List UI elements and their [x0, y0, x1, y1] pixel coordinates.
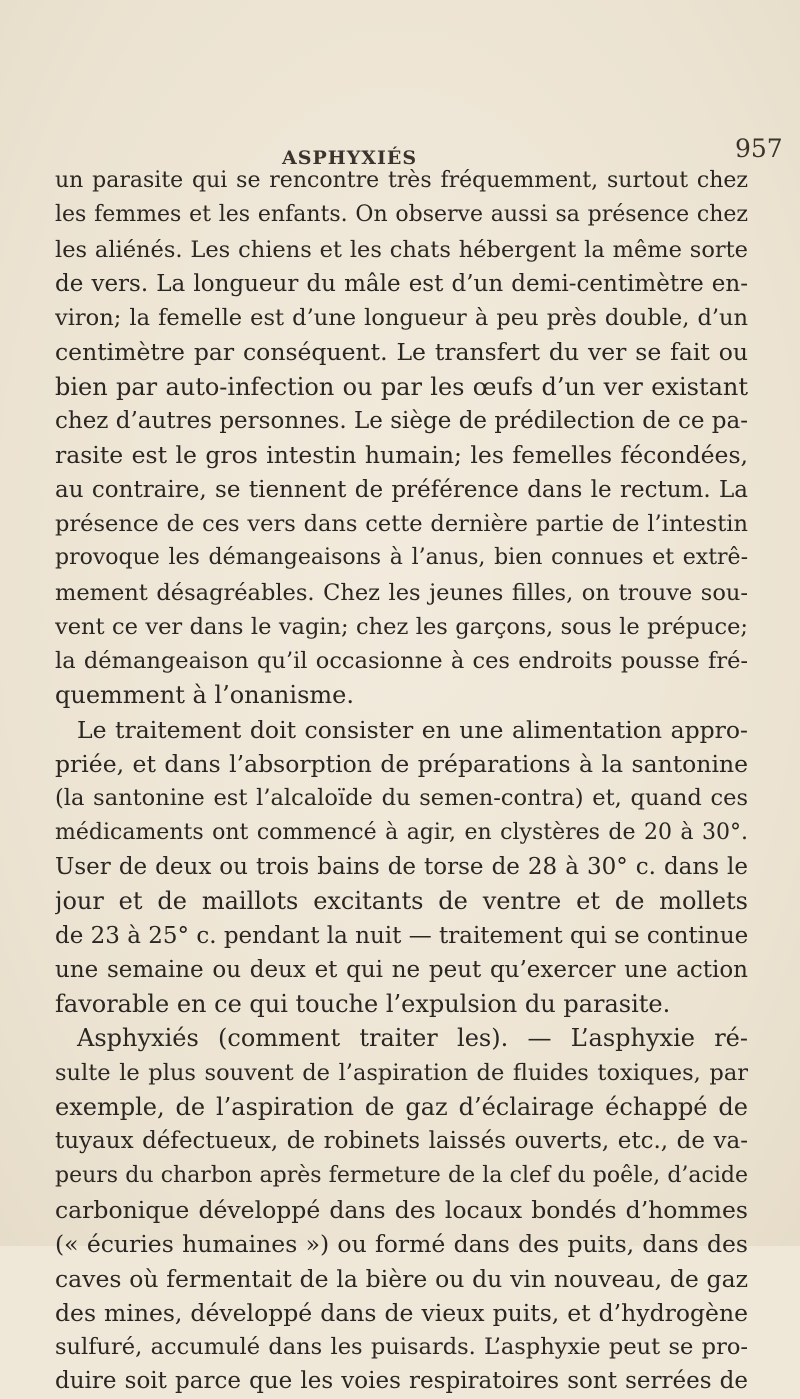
text-line: rasite est le gros intestin humain; les femelles fécondées,	[55, 441, 748, 470]
text-line: tuyaux défectueux, de robinets laissés ouverts, etc., de va-	[55, 1128, 748, 1155]
text-line: jour et de maillots excitants de ventre et de mollets	[55, 887, 748, 916]
text-line: les femmes et les enfants. On observe aussi sa présence chez	[55, 202, 748, 228]
text-line: mement désagréables. Chez les jeunes filles, on trouve sou-	[55, 579, 748, 606]
text-line: provoque les démangeaisons à l’anus, bien connues et extrê-	[55, 545, 748, 571]
body-text	[55, 164, 748, 1399]
text-line: priée, et dans l’absorption de préparations à la santonine	[55, 750, 748, 779]
text-line: exemple, de l’aspiration de gaz d’éclairage échappé de	[55, 1093, 748, 1122]
text-line: (la santonine est l’alcaloïde du semen-contra) et, quand ces	[55, 785, 748, 812]
text-line: des mines, développé dans de vieux puits, et d’hydrogène	[55, 1298, 748, 1327]
page-number: 957	[735, 134, 783, 163]
text-line: la démangeaison qu’il occasionne à ces endroits pousse fré-	[55, 648, 748, 675]
text-line: présence de ces vers dans cette dernière partie de l’intestin	[55, 510, 748, 537]
text-line: peurs du charbon après fermeture de la clef du poêle, d’acide	[55, 1162, 748, 1188]
text-line: une semaine ou deux et qui ne peut qu’exercer une action	[55, 956, 748, 983]
text-line: au contraire, se tiennent de préférence dans le rectum. La	[55, 476, 748, 503]
text-line: (« écuries humaines ») ou formé dans des puits, dans des	[55, 1230, 748, 1259]
text-line: Asphyxiés (comment traiter les). — L’asphyxie ré-	[77, 1024, 748, 1053]
text-line: caves où fermentait de la bière ou du vin nouveau, de gaz	[55, 1264, 748, 1293]
text-line: les aliénés. Les chiens et les chats hébergent la même sorte	[55, 236, 748, 263]
text-line: viron; la femelle est d’une longueur à peu près double, d’un	[55, 305, 748, 332]
running-head: ASPHYXIÉS	[282, 147, 418, 169]
text-line: chez d’autres personnes. Le siège de prédilection de ce pa-	[55, 408, 748, 435]
text-line: Le traitement doit consister en une alimentation appro-	[77, 715, 748, 744]
text-line: de 23 à 25° c. pendant la nuit — traitement qui se continue	[55, 922, 748, 949]
text-line: duire soit parce que les voies respiratoires sont serrées de	[55, 1368, 748, 1395]
text-line: quemment à l’onanisme.	[55, 681, 354, 710]
text-line: un parasite qui se rencontre très fréquemment, surtout chez	[55, 168, 748, 193]
text-line: favorable en ce qui touche l’expulsion du parasite.	[55, 990, 671, 1019]
text-line: carbonique développé dans des locaux bondés d’hommes	[55, 1195, 748, 1224]
text-line: User de deux ou trois bains de torse de 28 à 30° c. dans le	[55, 853, 748, 880]
text-line: médicaments ont commencé à agir, en clystères de 20 à 30°.	[55, 819, 748, 845]
text-line: vent ce ver dans le vagin; chez les garçons, sous le prépuce;	[55, 613, 748, 640]
text-line: sulte le plus souvent de l’aspiration de fluides toxiques, par	[55, 1059, 748, 1086]
text-line: bien par auto-infection ou par les œufs d’un ver existant	[55, 372, 748, 401]
text-line: sulfuré, accumulé dans les puisards. L’asphyxie peut se pro-	[55, 1334, 748, 1361]
text-line: centimètre par conséquent. Le transfert du ver se fait ou	[55, 338, 748, 367]
text-line: de vers. La longueur du mâle est d’un demi-centimètre en-	[55, 270, 748, 297]
